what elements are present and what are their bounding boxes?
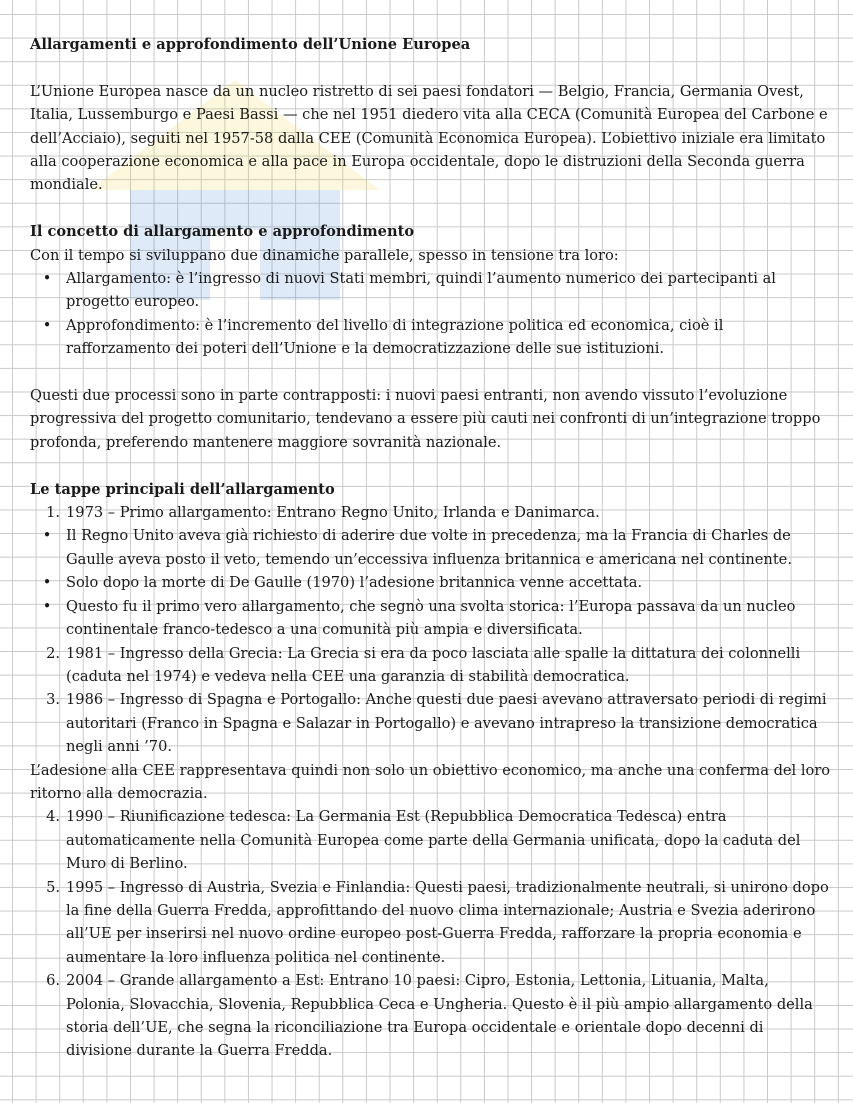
- bullet-marker: •: [42, 316, 52, 334]
- list-item-text: 2004 – Grande allargamento a Est: Entrano 10 paesi: Cipro, Estonia, Lettonia, Lituania, Malta, Polonia, Slovacchia, Slovenia, Repubblica Ceca e Ungheria. Questo è il più ampio allargamento della storia dell’UE, che segna la riconciliazione tra Europa occidentale e orientale dopo decenni di divisione durante la Guerra Fredda.: [66, 972, 813, 1060]
- list-marker: 5.: [46, 878, 60, 896]
- list-item: [30, 267, 831, 314]
- list-marker: 3.: [46, 691, 60, 709]
- list-marker: 1.: [46, 504, 60, 522]
- list-item: [30, 595, 831, 642]
- list-item-text: Approfondimento: è l’incremento del livello di integrazione politica ed economica, cioè il rafforzamento dei poteri dell’Unione e la democratizzazione delle sue istituzioni.: [66, 316, 724, 358]
- concept-list: [30, 267, 831, 361]
- list-item: [30, 805, 831, 875]
- list-marker: 4.: [46, 808, 60, 826]
- list-item: [30, 571, 831, 594]
- list-item: [30, 876, 831, 970]
- list-item-text: Il Regno Unito aveva già richiesto di aderire due volte in precedenza, ma la Francia di Charles de Gaulle aveva posto il veto, temendo un’eccessiva influenza britannica e americana nel continente.: [66, 527, 792, 568]
- list-item-text: 1995 – Ingresso di Austria, Svezia e Finlandia: Questi paesi, tradizionalmente neutrali, si unirono dopo la fine della Guerra Fredda, approfittando del nuovo clima internazionale; Austria e Svezia aderirono all’UE per inserirsi nel nuovo ordine europeo post-Guerra Fredda, rafforzare la propria economia e aumentare la loro influenza politica nel continente.: [66, 878, 829, 966]
- list-item: [30, 314, 831, 361]
- bullet-marker: •: [42, 597, 52, 615]
- concept-heading: Il concetto di allargamento e approfondimento: [30, 223, 415, 241]
- stages-note: L’adesione alla CEE rappresentava quindi non solo un obiettivo economico, ma anche una conferma del loro ritorno alla democrazia.: [30, 761, 831, 802]
- list-item-text: 1986 – Ingresso di Spagna e Portogallo: Anche questi due paesi avevano attraversato periodi di regimi autoritari (Franco in Spagna e Salazar in Portogallo) e avevano intrapreso la transizione democratica negli anni ’70.: [66, 691, 827, 756]
- list-item: [30, 501, 831, 524]
- stages-heading: Le tappe principali dell’allargamento: [30, 480, 335, 498]
- concept-lead: Con il tempo si sviluppano due dinamiche parallele, spesso in tensione tra loro:: [30, 246, 619, 264]
- list-marker: 2.: [46, 644, 60, 662]
- list-item-text: Questo fu il primo vero allargamento, che segnò una svolta storica: l’Europa passava da un nucleo continentale franco-tedesco a una comunità più ampia e diversificata.: [66, 597, 796, 639]
- list-item-text: 1973 – Primo allargamento: Entrano Regno Unito, Irlanda e Danimarca.: [66, 504, 600, 522]
- list-item: [30, 524, 831, 571]
- document-title: Allargamenti e approfondimento dell’Unione Europea: [30, 36, 471, 53]
- bullet-marker: •: [42, 527, 52, 545]
- bullet-marker: •: [42, 574, 52, 592]
- list-item-text: Solo dopo la morte di De Gaulle (1970) l’adesione britannica venne accettata.: [66, 574, 643, 592]
- concept-paragraph: Questi due processi sono in parte contrapposti: i nuovi paesi entranti, non avendo vissuto l’evoluzione progressiva del progetto comunitario, tendevano a essere più cauti nei confronti di un’integrazione troppo profonda, preferendo mantenere maggiore sovranità nazionale.: [30, 387, 821, 451]
- list-item: [30, 642, 831, 689]
- list-item-text: 1990 – Riunificazione tedesca: La Germania Est (Repubblica Democratica Tedesca) entra automaticamente nella Comunità Europea come parte della Germania unificata, dopo la caduta del Muro di Berlino.: [66, 808, 801, 873]
- stages-list: [30, 501, 831, 758]
- list-item-text: 1981 – Ingresso della Grecia: La Grecia si era da poco lasciata alle spalle la dittatura dei colonnelli (caduta nel 1974) e vedeva nella CEE una garanzia di stabilità democratica.: [66, 644, 801, 685]
- intro-paragraph: L’Unione Europea nasce da un nucleo ristretto di sei paesi fondatori — Belgio, Francia, Germania Ovest, Italia, Lussemburgo e Paesi Bassi — che nel 1951 diedero vita alla CECA (Comunità Europea del Carbone e dell’Acciaio), seguiti nel 1957-58 dalla CEE (Comunità Economica Europea). L’obiettivo iniziale era limitato alla cooperazione economica e alla pace in Europa occidentale, dopo le distruzioni della Seconda guerra mondiale.: [30, 82, 828, 194]
- list-item: [30, 969, 831, 1063]
- list-marker: 6.: [46, 972, 60, 990]
- list-item: [30, 688, 831, 758]
- list-item-text: Allargamento: è l’ingresso di nuovi Stati membri, quindi l’aumento numerico dei partecipanti al progetto europeo.: [66, 270, 776, 311]
- stages-list-continued: [30, 805, 831, 1062]
- bullet-marker: •: [42, 270, 52, 288]
